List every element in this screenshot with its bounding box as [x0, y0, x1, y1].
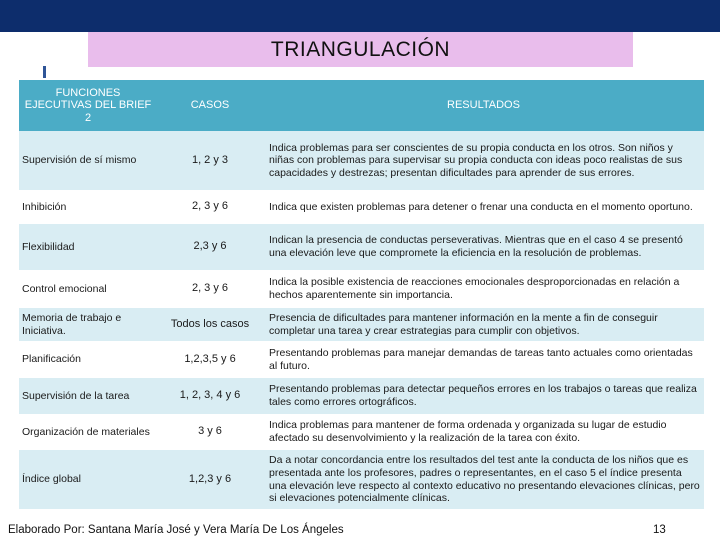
accent-mark [43, 66, 46, 78]
cell-funcion: Flexibilidad [19, 224, 157, 270]
table-row [19, 190, 704, 224]
cell-casos: 2,3 y 6 [157, 224, 263, 270]
table-row [19, 224, 704, 270]
cell-casos: 1,2,3 y 6 [157, 450, 263, 509]
cell-casos: 3 y 6 [157, 414, 263, 450]
cell-resultado: Presencia de dificultades para mantener información en la mente a fin de conseguir completar una tarea y crear estrategias para cumplir con objetivos. [263, 308, 704, 341]
cell-resultado: Indica problemas para mantener de forma ordenada y organizada su lugar de estudio afectado su desenvolvimiento y la realización de la tarea con éxito. [263, 414, 704, 450]
footer-credit: Elaborado Por: Santana María José y Vera María De Los Ángeles [8, 524, 344, 536]
top-banner [0, 0, 720, 32]
cell-funcion: Supervisión de la tarea [19, 378, 157, 414]
title-banner [88, 32, 633, 67]
cell-resultado: Presentando problemas para detectar pequeños errores en los trabajos o tareas que realiza tales como errores ortográficos. [263, 378, 704, 414]
cell-casos: 1, 2 y 3 [157, 131, 263, 190]
header-casos: CASOS [157, 80, 263, 131]
cell-casos: 2, 3 y 6 [157, 270, 263, 308]
table-row [19, 378, 704, 414]
table-row [19, 414, 704, 450]
table-row [19, 308, 704, 341]
header-resultados: RESULTADOS [263, 80, 704, 131]
cell-funcion: Índice global [19, 450, 157, 509]
cell-funcion: Inhibición [19, 190, 157, 224]
header-funciones: FUNCIONES EJECUTIVAS DEL BRIEF 2 [19, 80, 157, 131]
table-row [19, 341, 704, 378]
cell-funcion: Organización de materiales [19, 414, 157, 450]
cell-funcion: Control emocional [19, 270, 157, 308]
table-row [19, 270, 704, 308]
cell-funcion: Supervisión de sí mismo [19, 131, 157, 190]
cell-resultado: Indican la presencia de conductas perseverativas. Mientras que en el caso 4 se presentó una elevación leve que compromete la eficiencia en la resolución de problemas. [263, 224, 704, 270]
slide-title: TRIANGULACIÓN [270, 37, 451, 61]
cell-casos: 1,2,3,5 y 6 [157, 341, 263, 378]
cell-funcion: Memoria de trabajo e Iniciativa. [19, 308, 157, 341]
triangulation-table [19, 80, 704, 509]
page-number: 13 [653, 524, 666, 536]
table-row [19, 450, 704, 509]
cell-casos: 1, 2, 3, 4 y 6 [157, 378, 263, 414]
cell-resultado: Presentando problemas para manejar demandas de tareas tanto actuales como orientadas al futuro. [263, 341, 704, 378]
table-row [19, 131, 704, 190]
cell-resultado: Indica problemas para ser conscientes de su propia conducta en los otros. Son niños y niñas con problemas para supervisar su propia conducta con ideas poco realistas de sus capacidades y destrezas; presentan dificultades para aprender de sus errores. [263, 131, 704, 190]
cell-resultado: Indica la posible existencia de reacciones emocionales desproporcionadas en relación a hechos aparentemente sin importancia. [263, 270, 704, 308]
cell-resultado: Indica que existen problemas para detener o frenar una conducta en el momento oportuno. [263, 190, 704, 224]
cell-casos: Todos los casos [157, 308, 263, 341]
cell-funcion: Planificación [19, 341, 157, 378]
table-header-row [19, 80, 704, 131]
cell-resultado: Da a notar concordancia entre los resultados del test ante la conducta de los niños que es presentada ante los profesores, padres o representantes, en el caso 5 el índice presenta una elevación leve respecto al contexto educativo no presentando elevaciones clínicas, pero si elevaciones potencialmente clínicas. [263, 450, 704, 509]
cell-casos: 2, 3 y 6 [157, 190, 263, 224]
